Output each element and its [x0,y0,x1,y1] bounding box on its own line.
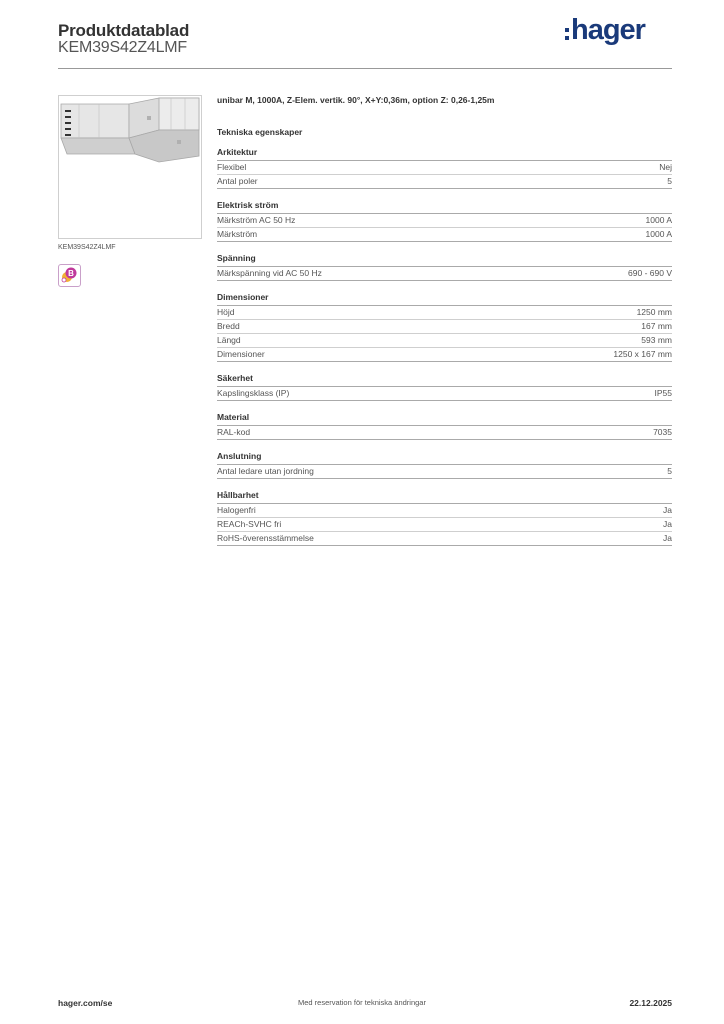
product-description: unibar M, 1000A, Z-Elem. vertik. 90°, X+Y:0,36m, option Z: 0,26-1,25m [217,95,495,105]
spec-group-title: Material [217,412,672,426]
group-spacer [217,189,672,200]
spec-row [217,426,672,440]
spec-label: Bredd [217,321,240,331]
spec-row [217,306,672,320]
spec-row [217,175,672,189]
footer-date: 22.12.2025 [629,998,672,1008]
spec-label: Märkström AC 50 Hz [217,215,296,225]
spec-row [217,214,672,228]
spec-label: RAL-kod [217,427,251,437]
spec-value: 7035 [653,427,672,437]
spec-label: Dimensioner [217,349,265,359]
header-divider [58,68,672,69]
spec-label: REACh-SVHC fri [217,519,282,529]
spec-group-title: Arkitektur [217,147,672,161]
logo-text: hager [571,14,645,46]
hager-logo [565,14,645,47]
group-spacer [217,242,672,253]
spec-value: 593 mm [641,335,672,345]
spec-value: 690 - 690 V [628,268,672,278]
group-spacer [217,362,672,373]
spec-value: 1250 x 167 mm [613,349,672,359]
spec-label: Kapslingsklass (IP) [217,388,290,398]
spec-group [217,200,672,242]
spec-value: 1000 A [645,215,672,225]
spec-group [217,292,672,362]
spec-value: 1000 A [645,229,672,239]
spec-label: Antal ledare utan jordning [217,466,314,476]
spec-value: IP55 [654,388,672,398]
group-spacer [217,281,672,292]
spec-value: Ja [663,533,672,543]
spec-group-title: Elektrisk ström [217,200,672,214]
spec-value: Ja [663,505,672,515]
spec-group-title: Dimensioner [217,292,672,306]
spec-row [217,320,672,334]
spec-row [217,348,672,362]
spec-group [217,147,672,189]
spec-value: 1250 mm [636,307,672,317]
logo-dots-icon [565,28,569,40]
spec-row [217,465,672,479]
badge-graphic [59,265,79,285]
busbar-elbow-element-image [58,95,202,239]
halogen-free-badge-icon [58,264,81,287]
spec-label: Märkspänning vid AC 50 Hz [217,268,322,278]
spec-groups [217,147,672,557]
spec-group [217,373,672,401]
document-title: Produktdatablad [58,21,190,40]
spec-row [217,504,672,518]
spec-group [217,253,672,281]
spec-group [217,490,672,546]
spec-label: Antal poler [217,176,258,186]
spec-row [217,228,672,242]
product-illustration [59,96,201,238]
spec-label: Flexibel [217,162,247,172]
group-spacer [217,479,672,490]
spec-group [217,412,672,440]
spec-label: Höjd [217,307,235,317]
spec-column [217,95,672,557]
spec-row [217,334,672,348]
footer-website: hager.com/se [58,998,113,1008]
spec-value: Ja [663,519,672,529]
svg-text:B: B [68,269,74,278]
group-spacer [217,546,672,557]
spec-label: Halogenfri [217,505,256,515]
spec-row [217,518,672,532]
spec-value: Nej [659,162,672,172]
spec-group-title: Anslutning [217,451,672,465]
spec-label: RoHS-överensstämmelse [217,533,314,543]
spec-row [217,267,672,281]
spec-row [217,387,672,401]
spec-value: 167 mm [641,321,672,331]
spec-group-title: Hållbarhet [217,490,672,504]
spec-group [217,451,672,479]
group-spacer [217,401,672,412]
document-subtitle: KEM39S42Z4LMF [58,39,188,56]
spec-label: Längd [217,335,241,345]
spec-value: 5 [667,176,672,186]
spec-group-title: Spänning [217,253,672,267]
image-caption: KEM39S42Z4LMF [58,244,116,251]
spec-row [217,532,672,546]
spec-label: Märkström [217,229,258,239]
spec-row [217,161,672,175]
spec-value: 5 [667,466,672,476]
section-title: Tekniska egenskaper [217,127,303,137]
footer-disclaimer: Med reservation för tekniska ändringar [298,998,426,1007]
group-spacer [217,440,672,451]
spec-group-title: Säkerhet [217,373,672,387]
